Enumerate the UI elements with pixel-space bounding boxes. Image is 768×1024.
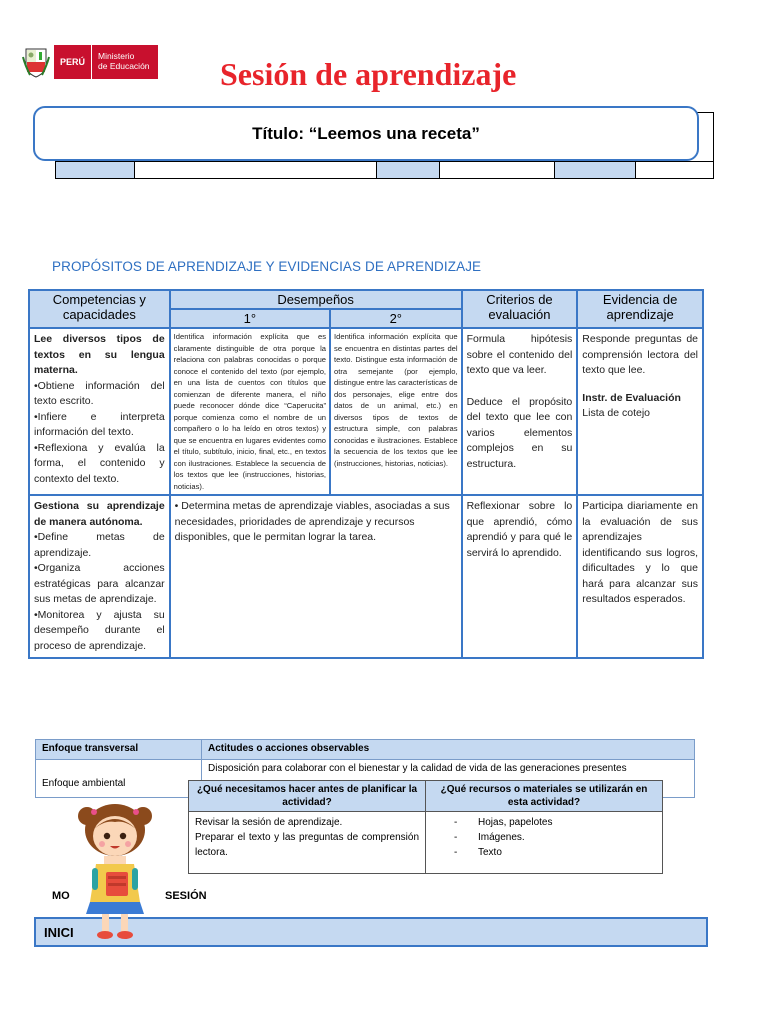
competencia-cell bbox=[29, 495, 170, 658]
actitudes-header: Actitudes o acciones observables bbox=[202, 740, 695, 760]
page-title: Sesión de aprendizaje bbox=[220, 56, 517, 92]
logo-country: PERÚ bbox=[54, 45, 91, 79]
header-evidencia: Evidencia de aprendizaje bbox=[577, 290, 703, 328]
prep-answer bbox=[189, 812, 426, 874]
capacidad-item: •Reflexiona y evalúa la forma, el contenido y contexto del texto. bbox=[34, 441, 165, 485]
evidencia-cell: Participa diariamente en la evaluación de sus aprendizajes identificando sus logros, dificultades y lo que hará para alcanzar sus resultados esperados. bbox=[577, 495, 703, 658]
inicio-section: INICI bbox=[34, 917, 708, 947]
capacidad-item: •Organiza acciones estratégicas para alcanzar sus metas de aprendizaje. bbox=[34, 562, 165, 605]
evidencia-cell bbox=[577, 328, 703, 495]
desempeno-grade1: Identifica información explícita que es claramente distinguible de otra porque la relaciona con palabras conocidas o porque conoce el contenido del texto (por ejemplo, en una lista de cuentos con títulos que comienzan de diferente manera, el niño puede reconocer dónde dice “Caperucita” porque comienza como el nombre de un compañero o lo ha leído en otros textos) y que se encuentra en lugares evidentes como el título, subtítulo, inicio, final, etc., en textos con ilustraciones. Establece la secuencia de los textos que lee (instrucciones, historias, noticias). bbox=[170, 328, 330, 495]
preparation-table bbox=[188, 780, 663, 874]
peru-shield-icon bbox=[22, 45, 50, 79]
desempeno-grade2: Identifica información explícita que se encuentra en distintas partes del texto. Distingue esta información de otra semejante (por ejemplo, distingue entre las características de dos personajes, elige entre dos datos de un animal, etc.) en diversos tipos de textos de estructura simple, con palabras conocidas e ilustraciones. Establece la secuencia de los textos que lee (instrucciones, historias, noticias). bbox=[330, 328, 462, 495]
session-title-box bbox=[33, 106, 699, 161]
header-grade-2: 2° bbox=[330, 309, 462, 328]
desempeno-autonomo: • Determina metas de aprendizaje viables, asociadas a sus necesidades, prioridades de aprendizaje y recursos disponibles, que le permitan lograr la tarea. bbox=[170, 495, 462, 658]
capacidad-item: •Define metas de aprendizaje. bbox=[34, 531, 165, 559]
list-item: - Hojas, papelotes bbox=[454, 815, 656, 830]
girl-illustration-icon bbox=[74, 802, 156, 942]
competencia-cell bbox=[29, 328, 170, 495]
capacidad-item: •Obtiene información del texto escrito. bbox=[34, 379, 165, 407]
list-item: - Imágenes. bbox=[454, 830, 656, 845]
header-grid-row bbox=[55, 161, 714, 179]
enfoque-value: Disposición para colaborar con el bienestar y la calidad de vida de las generaciones presentes bbox=[202, 760, 695, 798]
list-item: - Texto bbox=[454, 845, 656, 860]
logo-ministry bbox=[91, 45, 158, 79]
materials-list bbox=[432, 815, 656, 860]
enfoque-header: Enfoque transversal bbox=[36, 740, 202, 760]
prep-question: ¿Qué necesitamos hacer antes de planificar la actividad? bbox=[189, 781, 426, 812]
minedu-logo bbox=[22, 42, 158, 82]
section-heading: PROPÓSITOS DE APRENDIZAJE Y EVIDENCIAS DE APRENDIZAJE bbox=[52, 259, 482, 274]
instr-value: Lista de cotejo bbox=[582, 407, 650, 419]
prep-answer-line: Preparar el texto y las preguntas de comprensión lectora. bbox=[195, 832, 419, 858]
competencia-title: Lee diversos tipos de textos en su lengua materna. bbox=[34, 333, 165, 376]
capacidad-item: •Infiere e interpreta información del texto. bbox=[34, 410, 165, 438]
enfoque-label: Enfoque ambiental bbox=[36, 760, 202, 798]
purposes-table bbox=[28, 289, 704, 659]
momentos-heading bbox=[52, 890, 207, 902]
competencia-title: Gestiona su aprendizaje de manera autónoma. bbox=[34, 500, 165, 528]
criterio-cell bbox=[462, 328, 578, 495]
logo-ministry-line1: Ministerio bbox=[98, 51, 135, 61]
momentos-right: SESIÓN bbox=[165, 890, 207, 902]
header-competencias: Competencias y capacidades bbox=[29, 290, 170, 328]
momentos-left: MO bbox=[52, 890, 70, 902]
logo-ministry-line2: de Educación bbox=[98, 61, 150, 71]
header-desempenos: Desempeños bbox=[170, 290, 462, 309]
header-grade-1: 1° bbox=[170, 309, 330, 328]
prep-answer-line: Revisar la sesión de aprendizaje. bbox=[195, 817, 343, 828]
materials-question: ¿Qué recursos o materiales se utilizarán en esta actividad? bbox=[426, 781, 663, 812]
criterio-b: Deduce el propósito del texto que lee con varios elementos complejos en su estructura. bbox=[466, 395, 573, 470]
table-row bbox=[29, 328, 703, 495]
capacidad-item: •Monitorea y ajusta su desempeño durante el proceso de aprendizaje. bbox=[34, 608, 165, 652]
materials-answer bbox=[426, 812, 663, 874]
header-criterios: Criterios de evaluación bbox=[462, 290, 578, 328]
table-row bbox=[29, 495, 703, 658]
evidencia-text: Responde preguntas de comprensión lectora del texto que lee. bbox=[582, 333, 698, 376]
criterio-cell: Reflexionar sobre lo que aprendió, cómo aprendió y para qué le servirá lo aprendido. bbox=[462, 495, 578, 658]
session-title: Título: “Leemos una receta” bbox=[252, 123, 480, 143]
criterio-a: Formula hipótesis sobre el contenido del texto que va leer. bbox=[466, 333, 573, 376]
instr-label: Instr. de Evaluación bbox=[582, 391, 681, 404]
